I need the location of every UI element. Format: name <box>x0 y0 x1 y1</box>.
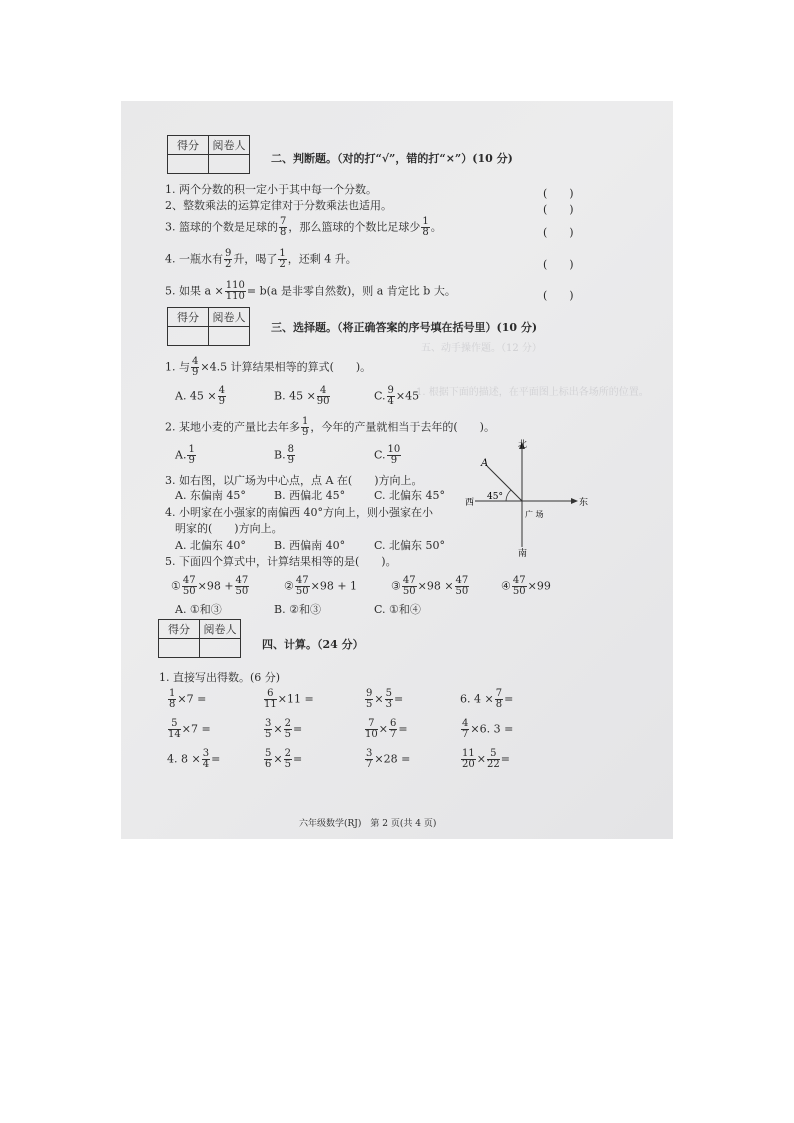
fraction <box>389 719 397 740</box>
denominator: 50 <box>455 586 469 597</box>
numerator: 4 <box>317 386 330 397</box>
calc-operator: × <box>374 692 384 706</box>
calc-post: = <box>504 692 514 706</box>
q2-option-a[interactable] <box>175 445 197 466</box>
choice-q3: 3. 如右图，以广场为中心点，点 A 在( )方向上。 <box>165 474 423 487</box>
calc-item <box>364 719 408 740</box>
fraction <box>218 386 226 407</box>
circle-number: ④ <box>501 579 511 593</box>
calc-operator: × <box>273 722 283 736</box>
score-box-section2 <box>167 135 250 174</box>
score-label: 得分 <box>168 136 209 155</box>
calc-post: ×7 = <box>177 692 207 706</box>
calc-post: = <box>292 752 303 766</box>
judge-item-1: 1. 两个分数的积一定小于其中每一个分数。 <box>165 183 377 196</box>
calc-post: = <box>211 752 221 766</box>
denominator: 11 <box>264 699 277 710</box>
judge-item-4 <box>165 249 357 270</box>
fraction <box>385 689 393 710</box>
fraction <box>264 689 277 710</box>
denominator: 50 <box>512 586 526 597</box>
score-cell[interactable] <box>168 155 209 174</box>
option-text: C. <box>374 448 386 462</box>
expression-text: ×98 × <box>417 579 454 593</box>
denominator: 9 <box>390 455 398 466</box>
calc-post: = <box>500 752 510 766</box>
expression-text: ×98 + 1 <box>310 579 358 593</box>
q5-option-a[interactable]: A. ①和③ <box>175 603 222 616</box>
circle-number: ② <box>284 579 294 593</box>
choice-q1 <box>165 357 371 378</box>
calc-operator: × <box>378 722 388 736</box>
calc-pre: 4. 8 × <box>167 752 201 766</box>
page-footer: 六年级数学(RJ) 第 2 页(共 4 页) <box>299 819 437 829</box>
denominator: 20 <box>462 759 475 770</box>
item5-pre: 5. 如果 a × <box>165 284 224 298</box>
calc-item <box>263 719 302 740</box>
denominator: 50 <box>182 586 196 597</box>
fraction <box>317 386 330 407</box>
compass-diagram <box>461 439 591 557</box>
numerator: 5 <box>487 749 500 760</box>
score-label: 得分 <box>159 620 200 639</box>
numerator: 47 <box>455 575 469 586</box>
fraction <box>387 445 402 466</box>
angle-label: 45° <box>487 492 503 502</box>
denominator: 4 <box>387 396 394 407</box>
answer-paren-4[interactable]: ( ) <box>543 258 574 271</box>
numerator: 7 <box>280 216 287 227</box>
item4-post: ，还剩 4 升。 <box>287 252 357 266</box>
numerator: 47 <box>295 575 309 586</box>
item5-mid: = b(a 是非零自然数)，则 a 肯定比 b 大。 <box>246 284 456 298</box>
section2-title: 二、判断题。（对的打“√”，错的打“×”）(10 分) <box>271 152 513 165</box>
circle-number: ③ <box>391 579 401 593</box>
north-label: 北 <box>518 440 528 450</box>
q3-option-b[interactable]: B. 西偏北 45° <box>274 489 346 502</box>
denominator: 6 <box>265 759 272 770</box>
q5-option-b[interactable]: B. ②和③ <box>274 603 321 616</box>
numerator: 1 <box>169 688 176 699</box>
q1-option-b[interactable] <box>274 386 331 407</box>
section3-title: 三、选择题。（将正确答案的序号填在括号里）(10 分) <box>271 321 538 334</box>
grader-cell[interactable] <box>200 639 241 658</box>
west-label: 西 <box>465 498 475 508</box>
calc-item <box>364 749 410 770</box>
fraction <box>365 689 373 710</box>
numerator: 47 <box>512 575 526 586</box>
grader-cell[interactable] <box>209 327 250 346</box>
option-text: C. <box>374 389 386 403</box>
q1-pre: 1. 与 <box>165 360 190 374</box>
numerator: 9 <box>225 248 232 259</box>
calc-item <box>167 749 220 770</box>
item3-mid: ，那么篮球的个数比足球少 <box>288 220 421 234</box>
fraction <box>278 249 286 270</box>
calc-subtitle: 1. 直接写出得数。(6 分) <box>159 671 281 684</box>
fraction <box>365 719 378 740</box>
grader-label: 阅卷人 <box>209 136 250 155</box>
answer-paren-1[interactable]: ( ) <box>543 187 574 200</box>
q1-option-c[interactable] <box>374 386 419 407</box>
q2-post: ，今年的产量就相当于去年的( )。 <box>310 420 495 434</box>
denominator: 22 <box>486 759 500 770</box>
east-arrow-icon <box>571 498 578 504</box>
numerator: 3 <box>366 748 373 759</box>
calc-item <box>263 689 314 710</box>
numerator: 2 <box>284 718 291 729</box>
fraction <box>168 689 176 710</box>
q2-option-b[interactable] <box>274 445 296 466</box>
fraction <box>225 281 246 302</box>
score-box-section3 <box>167 307 250 346</box>
calc-post: ×7 = <box>181 722 211 736</box>
circle-number: ① <box>171 579 181 593</box>
numerator: 10 <box>387 444 401 455</box>
calc-post: ×28 = <box>374 752 411 766</box>
numerator: 2 <box>284 748 291 759</box>
numerator: 3 <box>202 748 210 759</box>
judge-item-2: 2、整数乘法的运算定律对于分数乘法也适用。 <box>165 199 392 212</box>
denominator: 4 <box>202 759 210 770</box>
q4-option-b[interactable]: B. 西偏南 40° <box>274 539 346 552</box>
fraction <box>495 689 503 710</box>
q1-post: ×4.5 计算结果相等的算式( )。 <box>200 360 372 374</box>
answer-paren-3[interactable]: ( ) <box>543 226 574 239</box>
fraction <box>512 576 527 597</box>
q5-expression-1 <box>171 576 250 597</box>
numerator: 4 <box>218 385 226 396</box>
option-text: B. 45 × <box>274 389 316 403</box>
denominator: 8 <box>495 699 503 710</box>
score-label: 得分 <box>168 308 209 327</box>
denominator: 50 <box>235 586 249 597</box>
exam-paper <box>121 101 673 839</box>
numerator: 6 <box>389 718 397 729</box>
expression-text: ×98 + <box>197 579 234 593</box>
denominator: 5 <box>366 699 373 710</box>
q3-option-c[interactable]: C. 北偏东 45° <box>374 489 446 502</box>
numerator: 1 <box>188 444 195 455</box>
fraction <box>487 749 500 770</box>
grader-cell[interactable] <box>209 155 250 174</box>
calc-item <box>167 689 206 710</box>
fraction <box>182 576 197 597</box>
numerator: 7 <box>495 688 503 699</box>
denominator: 90 <box>316 396 330 407</box>
numerator: 9 <box>366 688 373 699</box>
item3-post: 。 <box>430 220 442 234</box>
choice-q4-line2: 明家的( )方向上。 <box>175 522 283 535</box>
fraction <box>279 217 287 238</box>
denominator: 7 <box>389 729 397 740</box>
q2-pre: 2. 某地小麦的产量比去年多 <box>165 420 300 434</box>
choice-q4-line1: 4. 小明家在小强家的南偏西 40°方向上，则小强家在小 <box>165 506 433 519</box>
numerator: 110 <box>225 280 245 291</box>
numerator: 8 <box>287 444 294 455</box>
calc-item <box>263 749 302 770</box>
calc-post: ×11 = <box>277 692 314 706</box>
calc-item <box>460 749 510 770</box>
calc-item <box>460 719 513 740</box>
choice-q2 <box>165 417 495 438</box>
denominator: 5 <box>284 729 291 740</box>
numerator: 6 <box>264 689 277 700</box>
calc-pre: 6. 4 × <box>460 692 494 706</box>
denominator: 110 <box>225 291 245 302</box>
fraction <box>202 749 210 770</box>
numerator: 5 <box>168 719 181 730</box>
q4-option-a[interactable]: A. 北偏东 40° <box>175 539 246 552</box>
fraction <box>295 576 310 597</box>
denominator: 5 <box>284 759 291 770</box>
fraction <box>264 749 272 770</box>
numerator: 4 <box>192 356 199 367</box>
fraction <box>461 749 476 770</box>
answer-paren-5[interactable]: ( ) <box>543 289 574 302</box>
calc-item <box>167 719 211 740</box>
item3-pre: 3. 篮球的个数是足球的 <box>165 220 278 234</box>
calc-post: = <box>292 722 303 736</box>
bleed-through-text: 1. 根据下面的描述，在平面图上标出各场所的位置。 <box>416 387 649 398</box>
numerator: 7 <box>365 719 378 730</box>
fraction <box>402 576 417 597</box>
denominator: 8 <box>169 699 176 710</box>
denominator: 8 <box>280 227 287 238</box>
numerator: 1 <box>279 248 286 259</box>
denominator: 14 <box>168 729 181 740</box>
fraction <box>421 217 429 238</box>
denominator: 9 <box>287 455 294 466</box>
fraction <box>235 576 250 597</box>
fraction <box>461 719 469 740</box>
numerator: 11 <box>462 748 475 759</box>
denominator: 3 <box>385 699 392 710</box>
denominator: 7 <box>462 729 469 740</box>
fraction <box>455 576 470 597</box>
q5-expression-3 <box>391 576 470 597</box>
q5-expression-2 <box>284 576 357 597</box>
section4-title: 四、计算。（24 分） <box>262 638 364 651</box>
q5-option-c[interactable]: C. ①和④ <box>374 603 421 616</box>
judge-item-5 <box>165 281 456 302</box>
q3-option-a[interactable]: A. 东偏南 45° <box>175 489 246 502</box>
denominator: 2 <box>225 259 232 270</box>
fraction <box>284 719 292 740</box>
denominator: 8 <box>422 227 429 238</box>
numerator: 5 <box>385 688 392 699</box>
south-label: 南 <box>518 549 528 557</box>
fraction <box>284 749 292 770</box>
denominator: 9 <box>218 396 226 407</box>
calc-post: = <box>398 722 408 736</box>
q4-option-c[interactable]: C. 北偏东 50° <box>374 539 446 552</box>
score-box-section4 <box>158 619 241 658</box>
calc-post: ×6. 3 = <box>470 722 514 736</box>
numerator: 5 <box>265 748 272 759</box>
numerator: 47 <box>402 575 416 586</box>
fraction <box>224 249 232 270</box>
calc-operator: × <box>273 752 283 766</box>
numerator: 47 <box>235 575 249 586</box>
expression-text: ×99 <box>527 579 551 593</box>
calc-item <box>364 689 403 710</box>
fraction <box>387 386 395 407</box>
judge-item-3 <box>165 217 442 238</box>
calc-post: = <box>393 692 404 706</box>
denominator: 5 <box>265 729 272 740</box>
q1-option-a[interactable] <box>175 386 227 407</box>
denominator: 9 <box>188 455 195 466</box>
q5-expression-4 <box>501 576 551 597</box>
denominator: 9 <box>192 367 199 378</box>
fraction <box>287 445 295 466</box>
numerator: 3 <box>265 718 272 729</box>
numerator: 4 <box>462 718 469 729</box>
fraction <box>187 445 195 466</box>
choice-q5: 5. 下面四个算式中，计算结果相等的是( )。 <box>165 555 397 568</box>
denominator: 50 <box>402 586 416 597</box>
angle-arc <box>506 490 511 501</box>
calc-item <box>460 689 513 710</box>
numerator: 1 <box>302 416 309 427</box>
item4-mid: 升，喝了 <box>233 252 278 266</box>
answer-paren-2[interactable]: ( ) <box>543 203 574 216</box>
option-text: B. <box>274 448 286 462</box>
fraction <box>168 719 181 740</box>
east-label: 东 <box>579 498 589 508</box>
option-text: A. 45 × <box>175 389 217 403</box>
center-label: 广 场 <box>525 510 544 519</box>
grader-label: 阅卷人 <box>200 620 241 639</box>
numerator: 47 <box>182 575 196 586</box>
denominator: 50 <box>295 586 309 597</box>
denominator: 9 <box>302 427 309 438</box>
grader-label: 阅卷人 <box>209 308 250 327</box>
score-cell[interactable] <box>159 639 200 658</box>
q2-option-c[interactable] <box>374 445 402 466</box>
denominator: 2 <box>279 259 286 270</box>
denominator: 7 <box>366 759 373 770</box>
score-cell[interactable] <box>168 327 209 346</box>
calc-operator: × <box>476 752 486 766</box>
point-a-label: A <box>481 458 489 469</box>
fraction <box>301 417 309 438</box>
numerator: 1 <box>422 216 429 227</box>
fraction <box>365 749 373 770</box>
denominator: 10 <box>365 729 378 740</box>
fraction <box>191 357 199 378</box>
option-text: A. <box>175 448 187 462</box>
option-text: ×45 <box>395 389 420 403</box>
fraction <box>264 719 272 740</box>
bleed-through-text: 五、动手操作题。（12 分） <box>421 343 542 354</box>
numerator: 9 <box>387 385 394 396</box>
item4-pre: 4. 一瓶水有 <box>165 252 223 266</box>
